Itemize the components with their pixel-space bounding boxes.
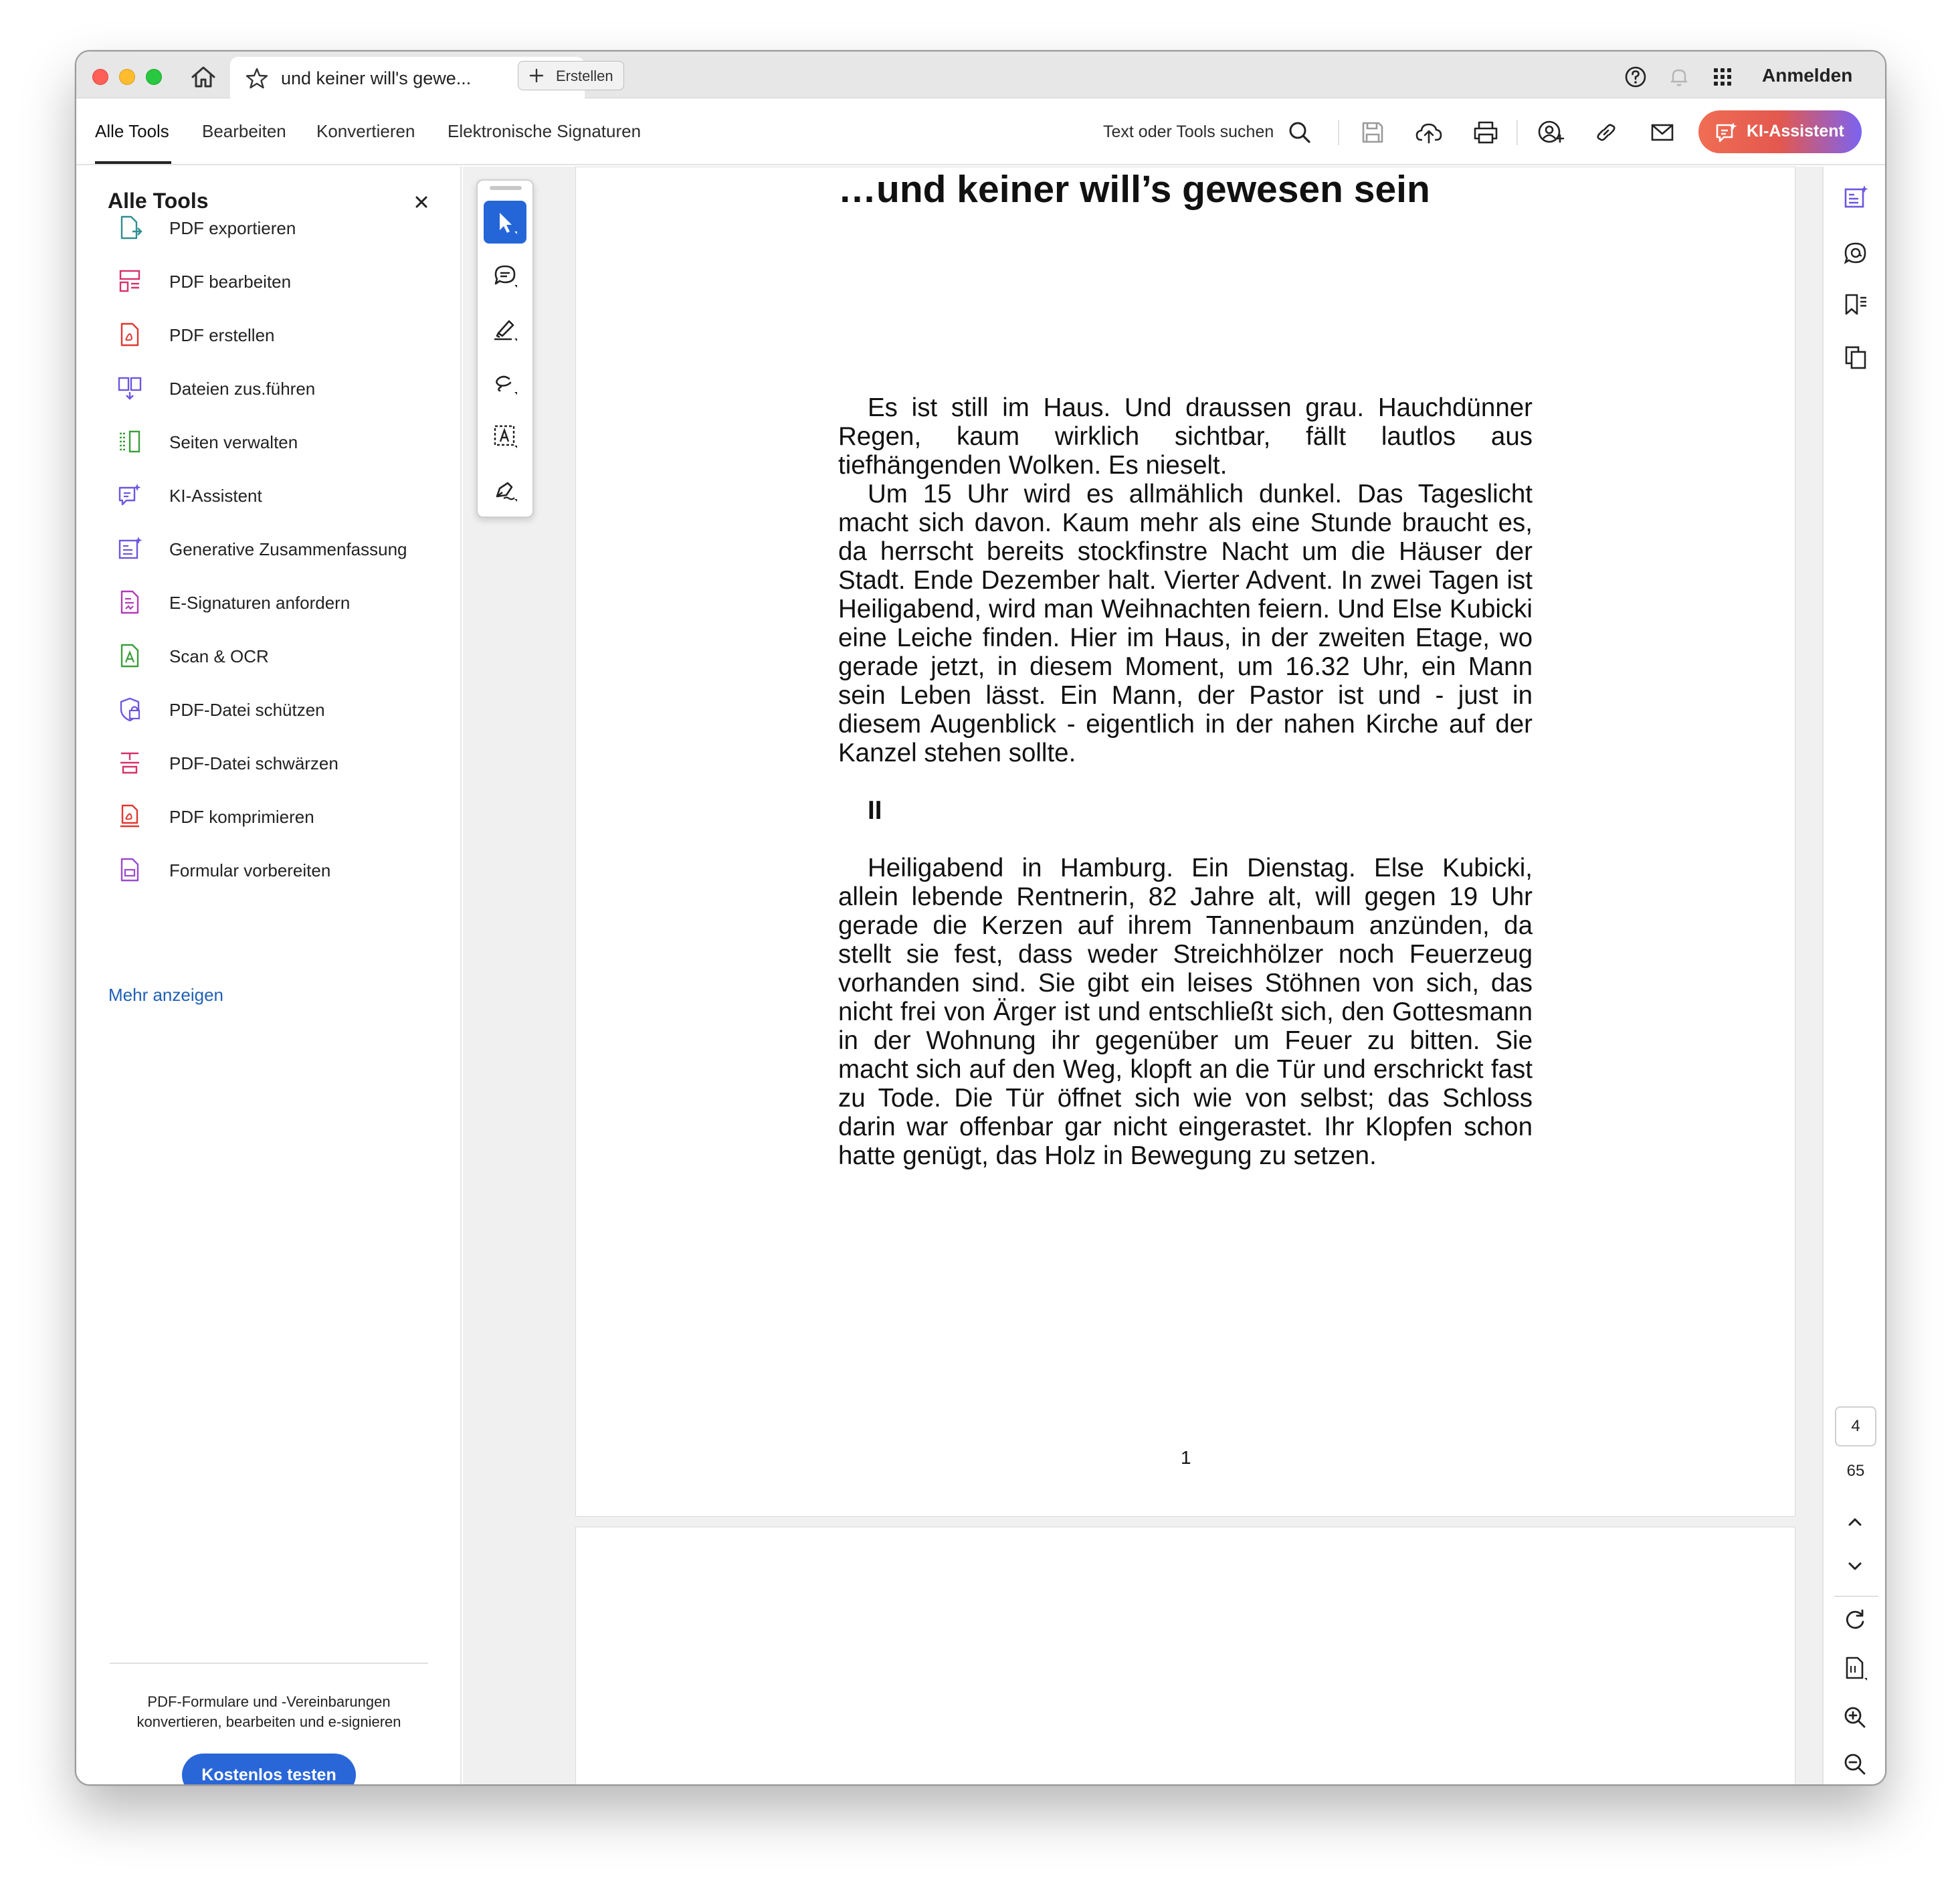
tool-label: Formular vorbereiten (169, 860, 331, 880)
print-icon[interactable] (1472, 118, 1500, 147)
main-toolbar (76, 98, 1885, 165)
tool-protect-pdf[interactable] (116, 690, 437, 728)
comment-tool-button[interactable] (484, 254, 526, 297)
cursor-icon (492, 209, 518, 236)
tool-label: Generative Zusammenfassung (169, 539, 407, 559)
chevron-up-icon[interactable] (1842, 1509, 1868, 1535)
chevron-down-icon[interactable] (1842, 1553, 1868, 1580)
tool-ai-assistant[interactable] (116, 476, 437, 514)
request-esign-icon (116, 589, 143, 616)
tool-redact-pdf[interactable] (116, 744, 437, 781)
email-icon[interactable] (1648, 118, 1676, 147)
all-tools-panel (76, 167, 462, 1786)
tool-combine-files[interactable] (116, 369, 437, 407)
bookmarks-icon[interactable] (1842, 291, 1869, 318)
text-box-icon (492, 423, 518, 450)
toolbar-divider (1338, 120, 1339, 145)
tab-e-signatures[interactable]: Elektronische Signaturen (448, 121, 642, 141)
promo-text (103, 1692, 435, 1732)
panel-title: Alle Tools (108, 189, 209, 213)
tool-label: E-Signaturen anfordern (169, 593, 351, 613)
combine-files-icon (116, 375, 143, 401)
highlighter-icon (492, 316, 518, 343)
ai-assistant-icon (1714, 121, 1739, 144)
document-body (838, 393, 1533, 1170)
tool-label: Seiten verwalten (169, 432, 298, 452)
zoom-window-button[interactable] (146, 69, 162, 85)
tool-label: PDF exportieren (169, 218, 296, 238)
quick-tools-bar (476, 179, 534, 518)
create-new-label: Erstellen (556, 68, 613, 84)
document-title: …und keiner will’s gewesen sein (838, 168, 1430, 211)
tool-scan-ocr[interactable] (116, 637, 437, 674)
free-trial-button[interactable]: Kostenlos testen (182, 1754, 356, 1786)
tab-title: und keiner will's gewe... (281, 68, 472, 88)
panel-divider (110, 1663, 428, 1664)
minimize-window-button[interactable] (119, 69, 135, 85)
generative-summary-icon[interactable] (1842, 184, 1869, 211)
tool-label: PDF komprimieren (169, 807, 314, 827)
select-tool-button[interactable] (484, 201, 526, 244)
tool-pdf-create[interactable] (116, 316, 437, 353)
highlight-tool-button[interactable] (484, 308, 526, 351)
right-rail (1822, 167, 1886, 1786)
rail-divider (1834, 1596, 1878, 1597)
title-bar (76, 52, 1885, 98)
ai-assistant-button[interactable] (1698, 110, 1862, 153)
freehand-draw-icon (492, 369, 518, 396)
star-icon[interactable] (245, 66, 269, 90)
body-paragraph: Um 15 Uhr wird es allmählich dunkel. Das Tageslicht macht sich davon. Kaum mehr als eine Stunde braucht es, da herrscht bereits stockfinstre Nacht um die Häuser der Stadt. Ende Dezember halt. Vierter Advent. In zwei Tagen ist Heiligabend, wird man Weihnachten feiern. Und Else Kubicki eine Leiche finden. Hier im Haus, in der zweiten Etage, wo gerade jetzt, in diesem Moment, um 16.32 Uhr, ein Mann sein Leben lässt. Ein Mann, der Pastor ist und - just in diesem Augenblick - eigentlich in der nahen Kirche auf der Kanzel stehen sollte. (838, 480, 1533, 767)
tool-compress-pdf[interactable] (116, 797, 437, 835)
pdf-create-icon (116, 321, 143, 348)
apps-grid-icon[interactable] (1710, 65, 1735, 89)
sign-tool-button[interactable] (484, 468, 526, 511)
fit-page-icon[interactable] (1842, 1655, 1868, 1682)
notification-bell-icon[interactable] (1667, 65, 1691, 89)
tool-label: Dateien zus.führen (169, 379, 316, 399)
create-new-button[interactable] (518, 61, 624, 90)
link-icon[interactable] (1592, 118, 1620, 147)
save-icon[interactable] (1359, 118, 1387, 147)
search-tools-label[interactable]: Text oder Tools suchen (1103, 122, 1274, 141)
toolbar-divider (1516, 120, 1518, 145)
active-tab-indicator (95, 161, 171, 164)
cloud-upload-icon[interactable] (1415, 118, 1443, 147)
current-page-input[interactable]: 4 (1835, 1406, 1876, 1446)
search-icon[interactable] (1286, 118, 1314, 147)
scan-ocr-icon (116, 642, 143, 669)
help-icon[interactable] (1624, 65, 1648, 89)
tool-label: PDF bearbeiten (169, 272, 292, 292)
share-user-icon[interactable] (1536, 118, 1564, 147)
promo-text-line: PDF-Formulare und -Vereinbarungen (147, 1693, 391, 1710)
tool-pdf-export[interactable] (116, 209, 437, 246)
tool-label: Scan & OCR (169, 646, 269, 666)
tab-convert[interactable]: Konvertieren (316, 121, 415, 141)
prepare-form-icon (116, 856, 143, 883)
redact-pdf-icon (116, 749, 143, 776)
tool-label: PDF-Datei schützen (169, 700, 325, 720)
protect-pdf-icon (116, 696, 143, 723)
generative-summary-icon (116, 535, 143, 562)
tool-label: PDF-Datei schwärzen (169, 753, 338, 773)
draw-tool-button[interactable] (484, 361, 526, 404)
zoom-out-icon[interactable] (1842, 1751, 1868, 1778)
comments-icon[interactable] (1842, 240, 1869, 267)
plus-icon (528, 67, 545, 84)
drag-handle[interactable] (490, 186, 522, 190)
close-window-button[interactable] (92, 69, 108, 85)
comment-icon (492, 262, 518, 289)
pdf-edit-icon (116, 268, 143, 294)
page-number: 1 (1181, 1447, 1191, 1468)
page-thumbnails-icon[interactable] (1842, 344, 1869, 371)
home-icon[interactable] (190, 65, 217, 89)
show-more-link[interactable]: Mehr anzeigen (108, 985, 223, 1005)
app-window (75, 50, 1886, 1786)
tool-label: PDF erstellen (169, 325, 275, 345)
signin-button[interactable]: Anmelden (1762, 65, 1853, 86)
tool-label: KI-Assistent (169, 486, 262, 506)
fill-sign-icon (492, 476, 518, 503)
body-paragraph: Es ist still im Haus. Und draussen grau. Hauchdünner Regen, kaum wirklich sichtbar, fällt lautlos aus tiefhängenden Wolken. Es nieselt. (838, 393, 1533, 480)
tool-pdf-edit[interactable] (116, 262, 437, 300)
promo-text-line: konvertieren, bearbeiten und e-signieren (136, 1713, 401, 1730)
compress-pdf-icon (116, 803, 143, 830)
tool-organize-pages[interactable] (116, 423, 437, 460)
pdf-page (575, 167, 1795, 1517)
rotate-icon[interactable] (1842, 1607, 1868, 1634)
ai-assistant-icon (116, 482, 143, 508)
organize-pages-icon (116, 428, 143, 455)
body-paragraph: Heiligabend in Hamburg. Ein Dienstag. Else Kubicki, allein lebende Rentnerin, 82 Jahre alt, will gegen 19 Uhr gerade die Kerzen auf ihrem Tannenbaum anzünden, da stellt sie fest, dass weder Streichhölzer noch Feuerzeug vorhanden sind. Sie gibt ein leises Stöhnen von sich, das nicht frei von Ärger ist und entschließt sich, den Gottesmann in der Wohnung ihr gegenüber um Feuer zu bitten. Sie macht sich auf den Weg, klopft an die Tür und erschrickt fast zu Tode. Die Tür öffnet sich wie von selbst; das Schloss darin war offenbar gar nicht eingerastet. Ihr Klopfen schon hatte genügt, das Holz in Bewegung zu setzen. (838, 854, 1533, 1170)
tool-generative-summary[interactable] (116, 530, 437, 567)
tool-prepare-form[interactable] (116, 851, 437, 888)
ai-assistant-label: KI-Assistent (1747, 122, 1844, 140)
section-heading: II (868, 796, 882, 825)
pdf-export-icon (116, 214, 143, 241)
tab-all-tools[interactable]: Alle Tools (95, 121, 169, 141)
tool-request-esign[interactable] (116, 583, 437, 621)
text-tool-button[interactable] (484, 415, 526, 458)
tab-edit[interactable]: Bearbeiten (202, 121, 286, 141)
zoom-in-icon[interactable] (1842, 1704, 1868, 1731)
pdf-page-next (575, 1527, 1795, 1786)
total-pages: 65 (1846, 1462, 1865, 1480)
